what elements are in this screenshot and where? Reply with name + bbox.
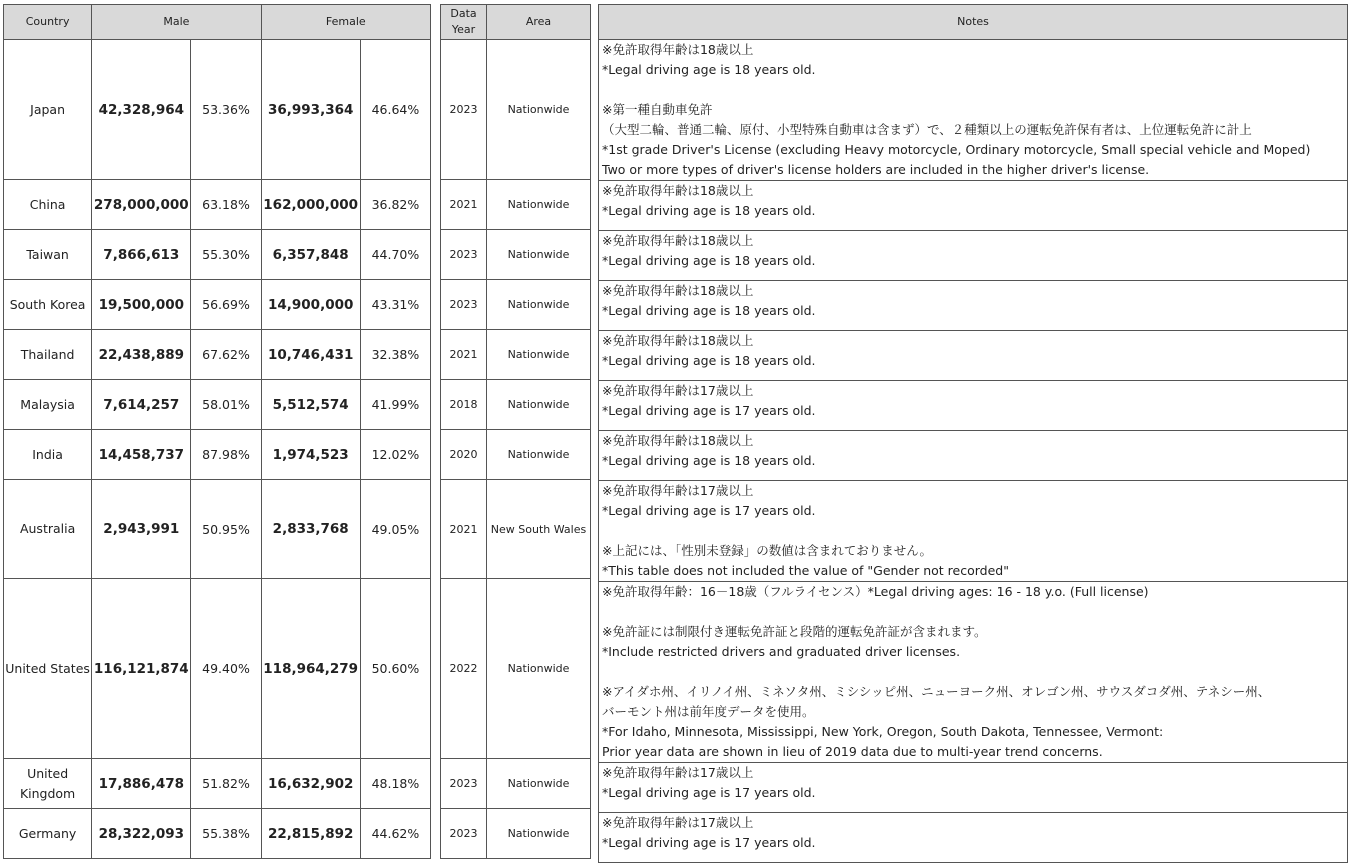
table-body [4, 40, 431, 859]
data-year-cell: 2023 [441, 759, 487, 809]
note-line [602, 662, 1347, 682]
female-count-cell: 5,512,574 [261, 380, 360, 430]
area-cell: Nationwide [487, 230, 591, 280]
area-cell: New South Wales [487, 480, 591, 579]
table-row [441, 230, 591, 280]
header-country: Country [4, 5, 92, 40]
table-row [599, 431, 1348, 481]
female-count-cell: 2,833,768 [261, 480, 360, 579]
note-line: *Legal driving age is 17 years old. [602, 835, 816, 850]
male-percent-cell: 51.82% [191, 759, 261, 809]
note-line: ※免許取得年齢は18歳以上 [602, 183, 754, 198]
note-line: *Legal driving age is 17 years old. [602, 785, 816, 800]
table-row [599, 331, 1348, 381]
female-percent-cell: 50.60% [360, 579, 430, 759]
table-row [599, 181, 1348, 231]
header-male: Male [92, 5, 261, 40]
note-line: *Legal driving age is 17 years old. [602, 403, 816, 418]
country-cell: Thailand [4, 330, 92, 380]
male-count-cell: 278,000,000 [92, 180, 191, 230]
note-line: *Include restricted drivers and graduated driver licenses. [602, 644, 961, 659]
area-cell: Nationwide [487, 809, 591, 859]
female-count-cell: 16,632,902 [261, 759, 360, 809]
note-line: *Legal driving age is 18 years old. [602, 353, 816, 368]
notes-cell [599, 763, 1348, 813]
table-row [599, 281, 1348, 331]
country-cell: Japan [4, 40, 92, 180]
area-cell: Nationwide [487, 40, 591, 180]
female-count-cell: 162,000,000 [261, 180, 360, 230]
note-line: *Legal driving age is 18 years old. [602, 62, 816, 77]
data-year-cell: 2020 [441, 430, 487, 480]
male-percent-cell: 53.36% [191, 40, 261, 180]
table-row [4, 380, 431, 430]
data-year-cell: 2021 [441, 480, 487, 579]
male-count-cell: 14,458,737 [92, 430, 191, 480]
notes-cell [599, 481, 1348, 582]
area-cell: Nationwide [487, 330, 591, 380]
female-count-cell: 10,746,431 [261, 330, 360, 380]
table-row [599, 231, 1348, 281]
table-row [441, 480, 591, 579]
table-row [441, 809, 591, 859]
area-cell: Nationwide [487, 579, 591, 759]
header-data-year-line2: Year [451, 23, 476, 36]
area-cell: Nationwide [487, 180, 591, 230]
note-line: ※免許取得年齢は18歳以上 [602, 283, 754, 298]
note-line: *Legal driving age is 18 years old. [602, 303, 816, 318]
table-row [599, 381, 1348, 431]
male-count-cell: 116,121,874 [92, 579, 191, 759]
table-row [599, 813, 1348, 863]
header-row [441, 5, 591, 40]
area-cell: Nationwide [487, 280, 591, 330]
note-line: ※免許取得年齢は17歳以上 [602, 815, 754, 830]
table-row [441, 180, 591, 230]
note-line: ※アイダホ州、イリノイ州、ミネソタ州、ミシシッピ州、ニューヨーク州、オレゴン州、サウスダコダ州、テネシー州、 [602, 684, 1271, 699]
note-line: ※免許取得年齢は18歳以上 [602, 42, 754, 57]
male-count-cell: 19,500,000 [92, 280, 191, 330]
area-cell: Nationwide [487, 380, 591, 430]
data-year-cell: 2023 [441, 809, 487, 859]
table-row [441, 430, 591, 480]
female-count-cell: 36,993,364 [261, 40, 360, 180]
male-count-cell: 7,866,613 [92, 230, 191, 280]
table-body [599, 40, 1348, 863]
female-percent-cell: 44.62% [360, 809, 430, 859]
male-count-cell: 28,322,093 [92, 809, 191, 859]
header-area: Area [487, 5, 591, 40]
table-row [4, 180, 431, 230]
notes-cell [599, 181, 1348, 231]
license-holders-table [3, 4, 431, 859]
data-year-cell: 2023 [441, 230, 487, 280]
area-cell: Nationwide [487, 759, 591, 809]
male-count-cell: 42,328,964 [92, 40, 191, 180]
male-percent-cell: 49.40% [191, 579, 261, 759]
note-line: ※第一種自動車免許 [602, 102, 713, 117]
note-line: ※免許取得年齢は18歳以上 [602, 433, 754, 448]
male-percent-cell: 50.95% [191, 480, 261, 579]
note-line: バーモント州は前年度データを使用。 [602, 704, 815, 719]
country-cell: United Kingdom [4, 759, 92, 809]
note-line: *Legal driving age is 18 years old. [602, 253, 816, 268]
country-cell: India [4, 430, 92, 480]
header-data-year [441, 5, 487, 40]
note-line: ※免許取得年齢は18歳以上 [602, 233, 754, 248]
male-percent-cell: 55.38% [191, 809, 261, 859]
notes-cell [599, 281, 1348, 331]
note-line: *Legal driving age is 17 years old. [602, 503, 816, 518]
note-line [602, 80, 1347, 100]
note-line: ※上記には、「性別未登録」の数値は含まれておりません。 [602, 543, 932, 558]
notes-cell [599, 381, 1348, 431]
table-row [4, 579, 431, 759]
female-count-cell: 1,974,523 [261, 430, 360, 480]
data-year-cell: 2018 [441, 380, 487, 430]
note-line: （大型二輪、普通二輪、原付、小型特殊自動車は含まず）で、２種類以上の運転免許保有者は、上位運転免許に計上 [602, 122, 1252, 137]
data-year-cell: 2021 [441, 180, 487, 230]
note-line: *Legal driving age is 18 years old. [602, 453, 816, 468]
notes-cell [599, 331, 1348, 381]
table-row [441, 759, 591, 809]
female-percent-cell: 36.82% [360, 180, 430, 230]
note-line: *Legal driving age is 18 years old. [602, 203, 816, 218]
notes-cell [599, 582, 1348, 763]
country-cell: Taiwan [4, 230, 92, 280]
notes-cell [599, 231, 1348, 281]
note-line: *For Idaho, Minnesota, Mississippi, New York, Oregon, South Dakota, Tennessee, Vermont: [602, 724, 1164, 739]
male-count-cell: 7,614,257 [92, 380, 191, 430]
note-line: ※免許取得年齢は17歳以上 [602, 765, 754, 780]
male-percent-cell: 56.69% [191, 280, 261, 330]
table-row [441, 40, 591, 180]
table-row [4, 809, 431, 859]
table-row [599, 481, 1348, 582]
note-line: *This table does not included the value of "Gender not recorded" [602, 563, 1009, 578]
table-row [599, 763, 1348, 813]
table-body [441, 40, 591, 859]
notes-cell [599, 431, 1348, 481]
table-row [4, 230, 431, 280]
year-area-table [440, 4, 591, 859]
female-count-cell: 14,900,000 [261, 280, 360, 330]
country-cell: China [4, 180, 92, 230]
note-line: ※免許取得年齢は18歳以上 [602, 333, 754, 348]
country-cell: Australia [4, 480, 92, 579]
table-row [441, 280, 591, 330]
table-row [4, 759, 431, 809]
data-year-cell: 2021 [441, 330, 487, 380]
note-line: ※免許取得年齢は17歳以上 [602, 383, 754, 398]
data-year-cell: 2023 [441, 280, 487, 330]
female-percent-cell: 48.18% [360, 759, 430, 809]
male-percent-cell: 63.18% [191, 180, 261, 230]
area-cell: Nationwide [487, 430, 591, 480]
notes-cell [599, 813, 1348, 863]
note-line: ※免許取得年齢は17歳以上 [602, 483, 754, 498]
notes-table [598, 4, 1348, 863]
data-year-cell: 2022 [441, 579, 487, 759]
header-notes: Notes [599, 5, 1348, 40]
female-percent-cell: 41.99% [360, 380, 430, 430]
male-count-cell: 22,438,889 [92, 330, 191, 380]
male-percent-cell: 58.01% [191, 380, 261, 430]
female-percent-cell: 46.64% [360, 40, 430, 180]
note-line [602, 521, 1347, 541]
note-line: *1st grade Driver's License (excluding Heavy motorcycle, Ordinary motorcycle, Small special vehicle and Moped) [602, 142, 1311, 157]
country-cell: Malaysia [4, 380, 92, 430]
data-year-cell: 2023 [441, 40, 487, 180]
female-percent-cell: 12.02% [360, 430, 430, 480]
female-percent-cell: 44.70% [360, 230, 430, 280]
table-row [441, 330, 591, 380]
female-count-cell: 22,815,892 [261, 809, 360, 859]
table-row [599, 582, 1348, 763]
male-percent-cell: 87.98% [191, 430, 261, 480]
header-row [599, 5, 1348, 40]
note-line [602, 602, 1347, 622]
female-count-cell: 118,964,279 [261, 579, 360, 759]
female-count-cell: 6,357,848 [261, 230, 360, 280]
female-percent-cell: 43.31% [360, 280, 430, 330]
table-row [4, 280, 431, 330]
note-line: ※免許取得年齢：16－18歳（フルライセンス）*Legal driving ages: 16 - 18 y.o. (Full license) [602, 584, 1149, 599]
male-count-cell: 17,886,478 [92, 759, 191, 809]
note-line: Two or more types of driver's license holders are included in the higher driver's license. [602, 162, 1150, 177]
table-row [4, 430, 431, 480]
male-percent-cell: 67.62% [191, 330, 261, 380]
table-row [599, 40, 1348, 181]
table-row [4, 40, 431, 180]
header-data-year-line1: Data [450, 7, 477, 20]
note-line: ※免許証には制限付き運転免許証と段階的運転免許証が含まれます。 [602, 624, 987, 639]
table-row [441, 579, 591, 759]
note-line: Prior year data are shown in lieu of 2019 data due to multi-year trend concerns. [602, 744, 1103, 759]
header-female: Female [261, 5, 430, 40]
table-row [441, 380, 591, 430]
male-count-cell: 2,943,991 [92, 480, 191, 579]
female-percent-cell: 49.05% [360, 480, 430, 579]
country-cell: United States [4, 579, 92, 759]
table-row [4, 480, 431, 579]
header-row [4, 5, 431, 40]
country-cell: Germany [4, 809, 92, 859]
female-percent-cell: 32.38% [360, 330, 430, 380]
male-percent-cell: 55.30% [191, 230, 261, 280]
notes-cell [599, 40, 1348, 181]
country-cell: South Korea [4, 280, 92, 330]
table-row [4, 330, 431, 380]
